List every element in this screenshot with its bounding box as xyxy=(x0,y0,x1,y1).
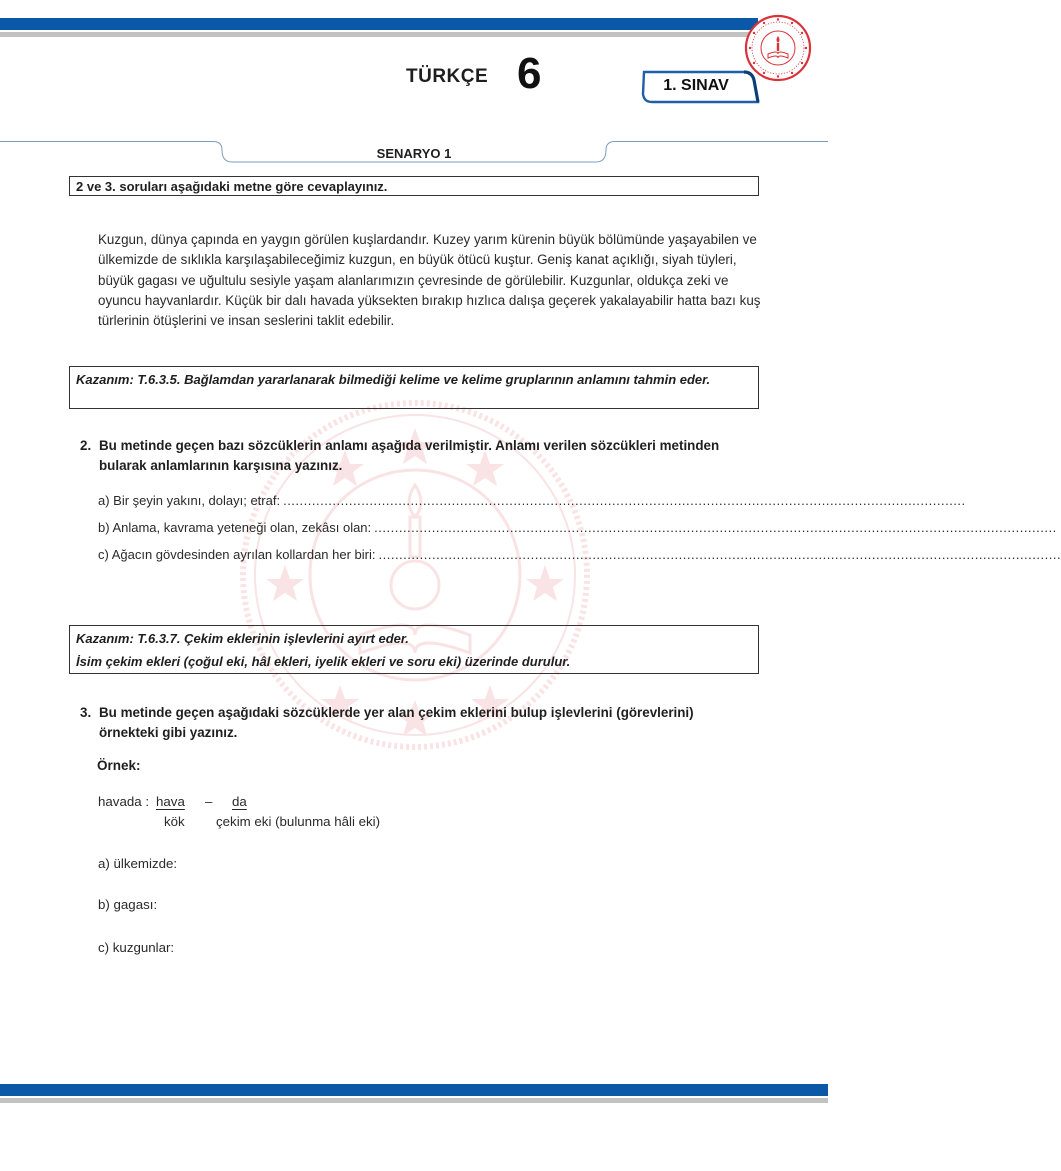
question-3 xyxy=(80,703,752,743)
question-2-text: Bu metinde geçen bazı sözcüklerin anlamı aşağıda verilmiştir. Anlamı verilen sözcükleri metinden bularak anlamlarının karşısına yazınız. xyxy=(99,438,720,473)
scenario-title: SENARYO 1 xyxy=(376,146,452,161)
learning-outcome-box-1: Kazanım: T.6.3.5. Bağlamdan yararlanarak bilmediği kelime ve kelime gruplarının anlamını tahmin eder. xyxy=(69,366,759,409)
example-suffix-label: çekim eki (bulunma hâli eki) xyxy=(216,814,381,829)
q2-item-a-label: a) Bir şeyin yakını, dolayı; etraf: xyxy=(98,493,281,508)
q2-item-b-label: b) Anlama, kavrama yeteneği olan, zekâsı olan: xyxy=(98,520,372,535)
question-3-text: Bu metinde geçen aşağıdaki sözcüklerde yer alan çekim eklerini bulup işlevlerini (görevlerini) örnekteki gibi yazınız. xyxy=(99,705,694,740)
footer-gray-band xyxy=(0,1098,828,1103)
footer-blue-band xyxy=(0,1084,828,1096)
learning-outcome-2-line-2: İsim çekim ekleri (çoğul eki, hâl ekleri, iyelik ekleri ve soru eki) üzerinde durulur. xyxy=(76,654,571,669)
example-dash: – xyxy=(205,794,213,809)
example-root-label: kök xyxy=(164,814,185,829)
instruction-box: 2 ve 3. soruları aşağıdaki metne göre cevaplayınız. xyxy=(69,176,759,196)
example-suffix: da xyxy=(232,794,247,809)
example-root: hava xyxy=(156,794,185,809)
scenario-header xyxy=(0,138,828,168)
header-blue-band xyxy=(0,18,758,30)
grade-number: 6 xyxy=(517,49,542,98)
q2-item-a-answer-line[interactable]: ...................................................................................................................................................................... xyxy=(283,493,966,508)
q3-item-c: c) kuzgunlar: xyxy=(98,940,175,955)
q3-item-a: a) ülkemizde: xyxy=(98,856,178,871)
exam-label-tab xyxy=(640,70,758,102)
q2-item-c-label: c) Ağacın gövdesinden ayrılan kollardan her biri: xyxy=(98,547,376,562)
q2-item-c-answer-line[interactable]: ...................................................................................................................................................................... xyxy=(378,547,1061,562)
reading-passage: Kuzgun, dünya çapında en yaygın görülen kuşlardandır. Kuzey yarım kürenin büyük bölümünde yaşayabilen ve ülkemizde de sıklıkla karşılaşabileceğimiz kuzgun, en büyük ötücü kuştur. Geniş kanat açıklığı, siyah tüyleri, büyük gagası ve uğultulu sesiyle yaşam alanlarımızın çevresinde de görülebilir. Kuzgunlar, oldukça zeki ve oyuncu hayvanlardır. Küçük bir dalı havada yüksekten bırakıp hızlıca dalışa geçerek yakalayabilir hatta bazı kuş türlerinin ötüşlerini ve insan seslerini taklit edebilir. xyxy=(98,232,761,329)
example-title: Örnek: xyxy=(97,758,141,773)
q2-item-c xyxy=(98,547,1061,562)
q3-item-b: b) gagası: xyxy=(98,897,158,912)
question-3-number: 3. xyxy=(80,705,92,720)
q2-item-a xyxy=(98,493,966,508)
question-2-number: 2. xyxy=(80,438,92,453)
learning-outcome-2-line-1: Kazanım: T.6.3.7. Çekim eklerinin işlevlerini ayırt eder. xyxy=(76,631,409,646)
q2-item-b-answer-line[interactable]: ...................................................................................................................................................................... xyxy=(374,520,1057,535)
header-gray-band xyxy=(0,32,750,37)
exam-label: 1. SINAV xyxy=(663,77,729,94)
q2-item-b xyxy=(98,520,1057,535)
question-2 xyxy=(80,436,752,476)
learning-outcome-box-2 xyxy=(69,625,759,674)
subject-title: TÜRKÇE xyxy=(406,66,489,87)
example-word: havada : xyxy=(98,794,150,809)
